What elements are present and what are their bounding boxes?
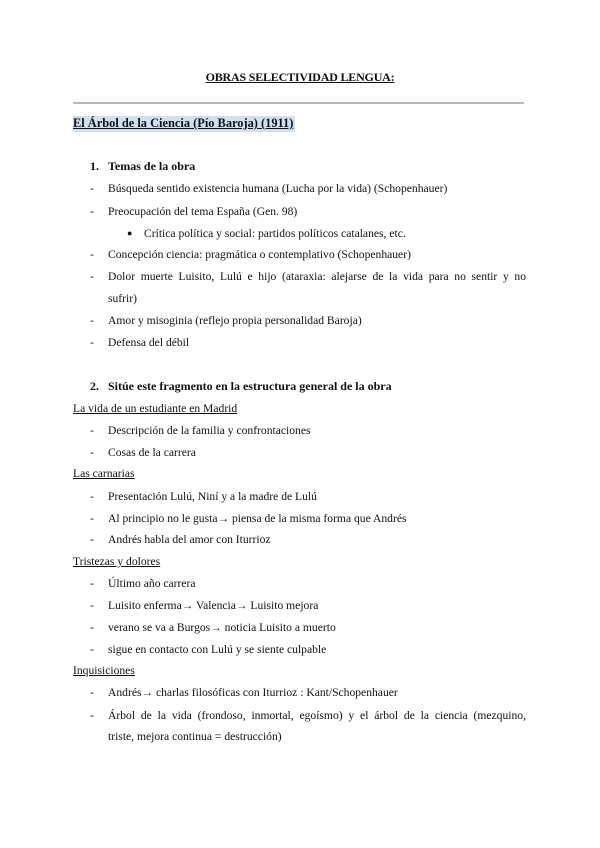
dash-marker: - (90, 248, 94, 261)
dash-marker: - (90, 490, 94, 503)
dash-marker: - (90, 446, 94, 459)
list-item-text: Búsqueda sentido existencia humana (Lucha por la vida) (Schopenhauer) (108, 182, 448, 195)
group-title: La vida de un estudiante en Madrid (73, 402, 238, 415)
section-number: 2. (90, 379, 99, 393)
section-heading-text: Temas de la obra (108, 159, 196, 173)
list-item-text: Concepción ciencia: pragmática o contemplativo (Schopenhauer) (108, 248, 411, 261)
list-item-text: Presentación Lulú, Niní y a la madre de Lulú (108, 490, 317, 503)
list-item-text: Preocupación del tema España (Gen. 98) (108, 205, 298, 218)
list-item-text: Luisito enferma→ Valencia→ Luisito mejora (108, 599, 319, 612)
book-title: El Árbol de la Ciencia (Pío Baroja) (1911) (73, 116, 294, 130)
dash-marker: - (90, 709, 94, 722)
list-item-text: verano se va a Burgos→ noticia Luisito a muerto (108, 621, 336, 634)
dash-marker: - (90, 270, 94, 283)
dash-marker: - (90, 512, 94, 525)
list-item-text: Árbol de la vida (frondoso, inmortal, egoísmo) y el árbol de la ciencia (mezquino, (108, 709, 526, 722)
dash-marker: - (90, 533, 94, 546)
bullet-icon: ● (127, 228, 133, 238)
section-number: 1. (90, 159, 99, 173)
group-title: Tristezas y dolores (73, 555, 161, 568)
horizontal-rule (73, 102, 524, 104)
dash-marker: - (90, 643, 94, 656)
dash-marker: - (90, 205, 94, 218)
dash-marker: - (90, 424, 94, 437)
list-item-text: Último año carrera (108, 577, 196, 590)
dash-marker: - (90, 336, 94, 349)
section-heading-text: Sitúe este fragmento en la estructura general de la obra (108, 379, 392, 393)
document-title: OBRAS SELECTIVIDAD LENGUA: (205, 70, 395, 84)
list-item-continuation: sufrir) (108, 292, 137, 305)
sub-list-item-text: Crítica política y social: partidos políticos catalanes, etc. (144, 227, 406, 240)
dash-marker: - (90, 577, 94, 590)
list-item-text: Dolor muerte Luisito, Lulú e hijo (ataraxia: alejarse de la vida para no sentir y no (108, 270, 526, 283)
list-item-text: Defensa del débil (108, 336, 190, 349)
dash-marker: - (90, 621, 94, 634)
list-item-text: Descripción de la familia y confrontaciones (108, 424, 311, 437)
dash-marker: - (90, 599, 94, 612)
list-item-text: Cosas de la carrera (108, 446, 196, 459)
group-title: Inquisiciones (73, 664, 135, 677)
list-item-continuation: triste, mejora continua = destrucción) (108, 730, 282, 743)
list-item-text: Amor y misoginia (reflejo propia personalidad Baroja) (108, 314, 362, 327)
dash-marker: - (90, 686, 94, 699)
dash-marker: - (90, 182, 94, 195)
group-title: Las carnarias (73, 467, 135, 480)
dash-marker: - (90, 314, 94, 327)
list-item-text: Al principio no le gusta→ piensa de la misma forma que Andrés (108, 512, 407, 525)
list-item-text: sigue en contacto con Lulú y se siente culpable (108, 643, 327, 656)
list-item-text: Andrés habla del amor con Iturrioz (108, 533, 271, 546)
list-item-text: Andrés→ charlas filosóficas con Iturrioz : Kant/Schopenhauer (108, 686, 398, 699)
